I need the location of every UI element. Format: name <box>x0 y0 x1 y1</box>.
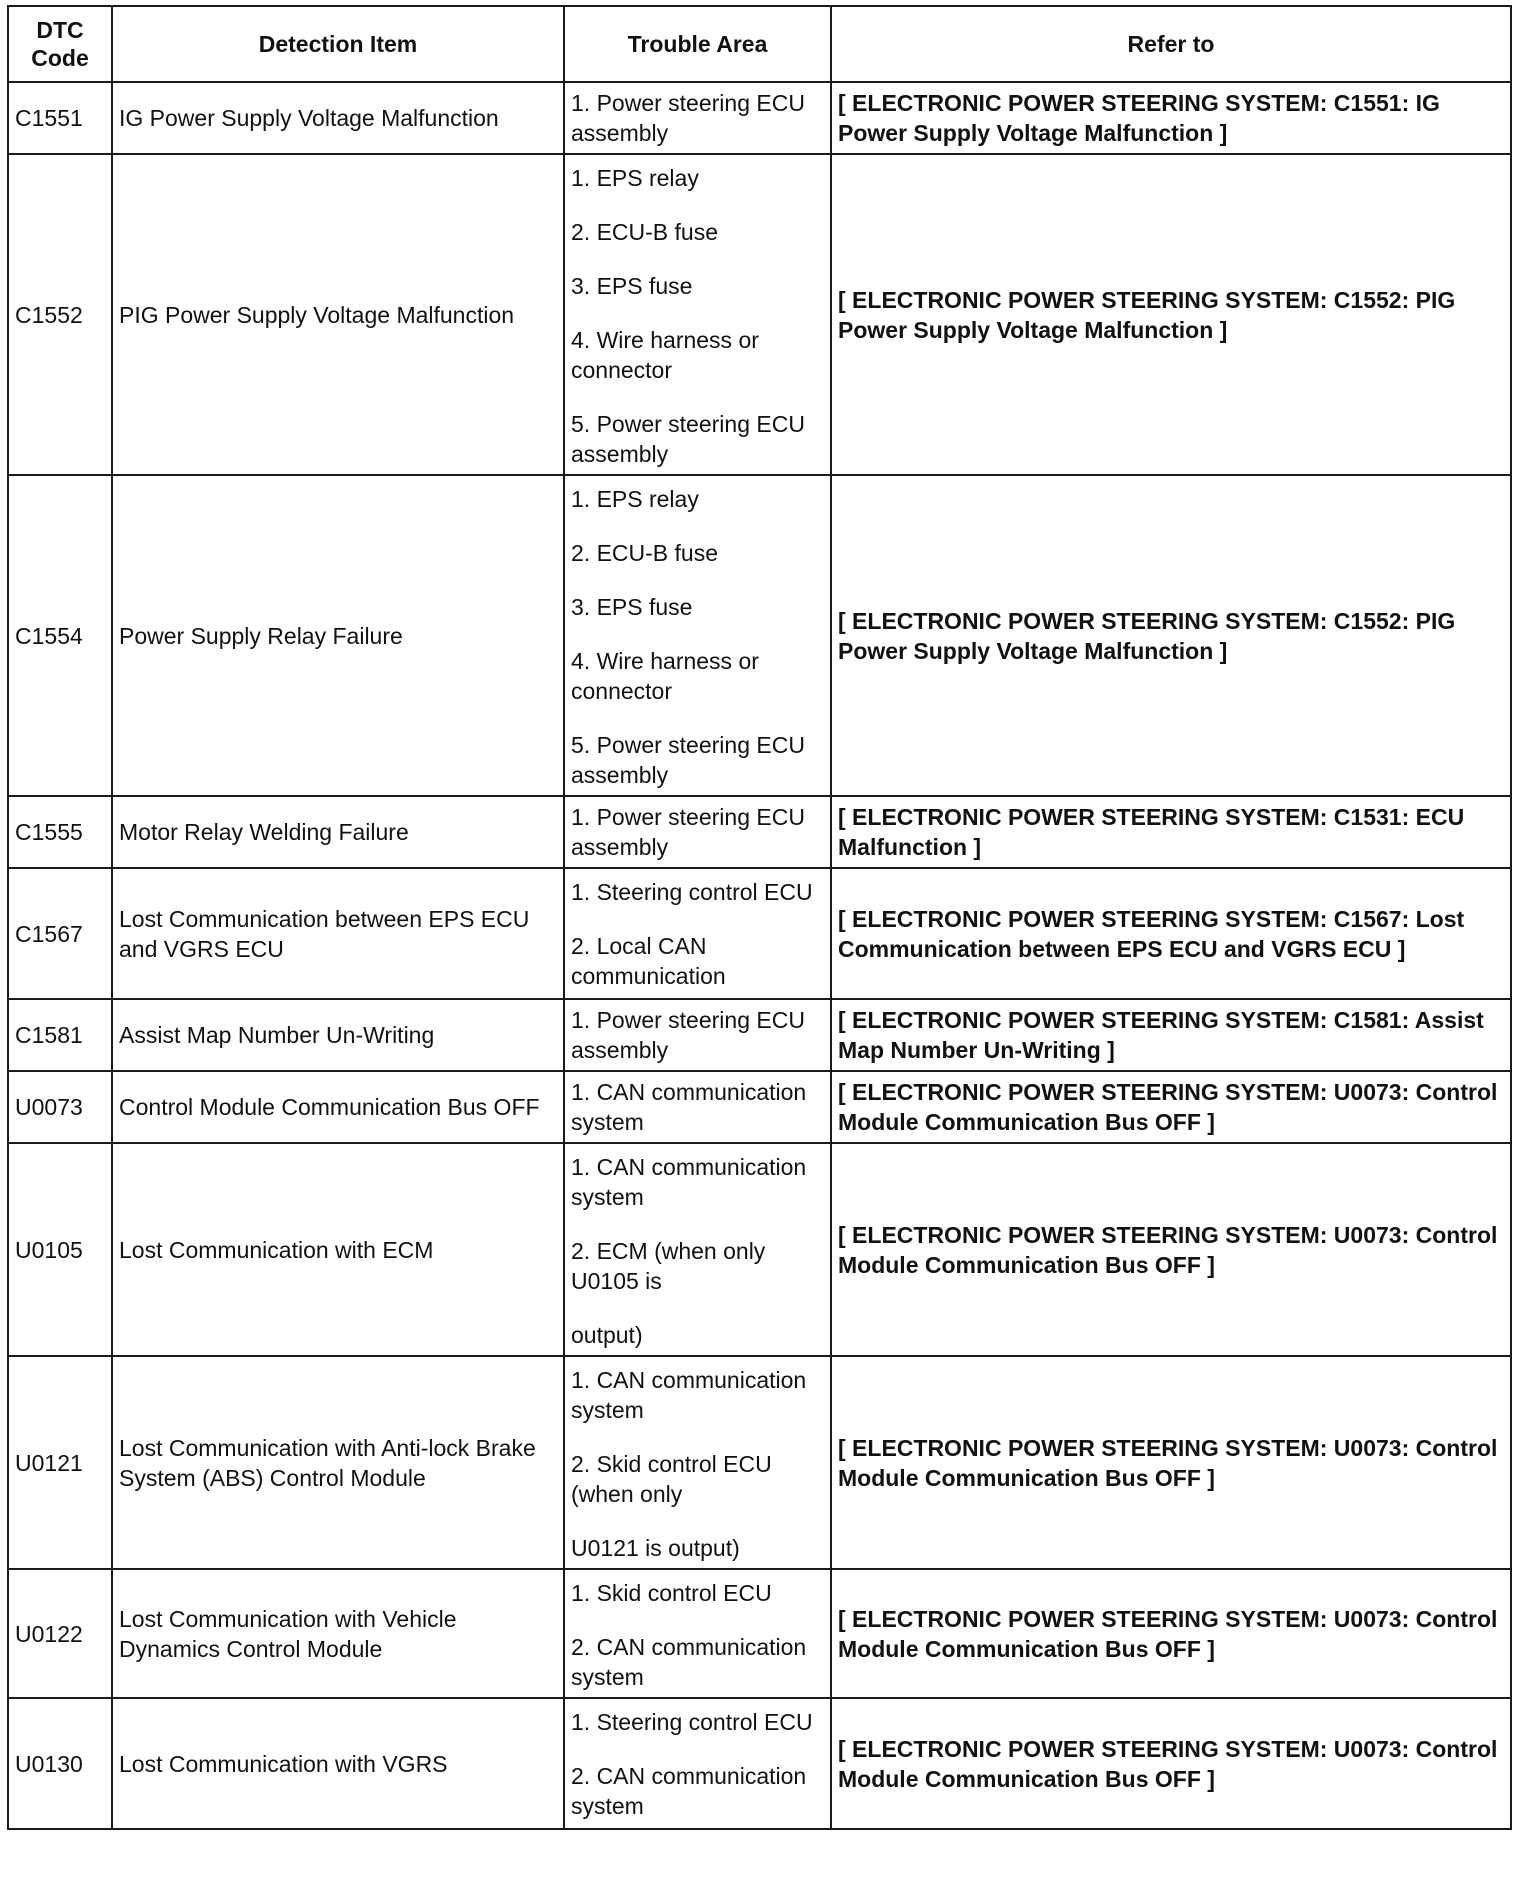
trouble-area-cell <box>564 868 831 999</box>
column-header-dtc-code: DTC Code <box>8 6 112 82</box>
trouble-area-item: 1. Power steering ECU assembly <box>571 1007 805 1063</box>
refer-to-link[interactable]: [ ELECTRONIC POWER STEERING SYSTEM: U0073: Control Module Communication Bus OFF ] <box>831 1071 1511 1143</box>
refer-to-link[interactable]: [ ELECTRONIC POWER STEERING SYSTEM: C1581: Assist Map Number Un-Writing ] <box>831 999 1511 1071</box>
refer-to-link[interactable]: [ ELECTRONIC POWER STEERING SYSTEM: C1531: ECU Malfunction ] <box>831 796 1511 868</box>
trouble-area-cell <box>564 1356 831 1569</box>
trouble-area-item: 2. Skid control ECU (when only <box>571 1451 772 1507</box>
dtc-code-cell: C1555 <box>8 796 112 868</box>
trouble-area-item: 1. CAN communication system <box>571 1079 807 1135</box>
trouble-area-cell <box>564 1071 831 1143</box>
table-row <box>8 154 1511 475</box>
refer-to-link[interactable]: [ ELECTRONIC POWER STEERING SYSTEM: U0073: Control Module Communication Bus OFF ] <box>831 1356 1511 1569</box>
table-row <box>8 82 1511 154</box>
dtc-code-cell: C1567 <box>8 868 112 999</box>
trouble-area-cell <box>564 1143 831 1356</box>
trouble-area-item: 2. ECU-B fuse <box>571 219 718 245</box>
dtc-code-cell: U0073 <box>8 1071 112 1143</box>
detection-item-cell: Control Module Communication Bus OFF <box>112 1071 564 1143</box>
refer-to-link[interactable]: [ ELECTRONIC POWER STEERING SYSTEM: U0073: Control Module Communication Bus OFF ] <box>831 1569 1511 1698</box>
trouble-area-cell <box>564 1698 831 1829</box>
detection-item-cell: Motor Relay Welding Failure <box>112 796 564 868</box>
dtc-code-cell: U0121 <box>8 1356 112 1569</box>
trouble-area-item: 5. Power steering ECU assembly <box>571 411 805 467</box>
table-row <box>8 1698 1511 1829</box>
trouble-area-item: 1. Steering control ECU <box>571 879 813 905</box>
refer-to-link[interactable]: [ ELECTRONIC POWER STEERING SYSTEM: C1551: IG Power Supply Voltage Malfunction ] <box>831 82 1511 154</box>
trouble-area-item: 1. Skid control ECU <box>571 1580 772 1606</box>
table-header-row <box>8 6 1511 82</box>
detection-item-cell: Power Supply Relay Failure <box>112 475 564 796</box>
detection-item-cell: Lost Communication with Vehicle Dynamics Control Module <box>112 1569 564 1698</box>
table-row <box>8 1143 1511 1356</box>
column-header-refer-to: Refer to <box>831 6 1511 82</box>
trouble-area-cell <box>564 796 831 868</box>
trouble-area-item: 1. Steering control ECU <box>571 1709 813 1735</box>
detection-item-cell: PIG Power Supply Voltage Malfunction <box>112 154 564 475</box>
trouble-area-item: 4. Wire harness or connector <box>571 327 759 383</box>
detection-item-cell: Lost Communication with Anti-lock Brake System (ABS) Control Module <box>112 1356 564 1569</box>
refer-to-link[interactable]: [ ELECTRONIC POWER STEERING SYSTEM: C1567: Lost Communication between EPS ECU and VGRS ECU ] <box>831 868 1511 999</box>
detection-item-cell: Lost Communication with ECM <box>112 1143 564 1356</box>
detection-item-cell: Assist Map Number Un-Writing <box>112 999 564 1071</box>
table-row <box>8 999 1511 1071</box>
table-row <box>8 796 1511 868</box>
detection-item-cell: IG Power Supply Voltage Malfunction <box>112 82 564 154</box>
trouble-area-item: 4. Wire harness or connector <box>571 648 759 704</box>
trouble-area-item: 1. CAN communication system <box>571 1154 807 1210</box>
trouble-area-item: 1. EPS relay <box>571 165 699 191</box>
detection-item-cell: Lost Communication between EPS ECU and VGRS ECU <box>112 868 564 999</box>
trouble-area-cell <box>564 999 831 1071</box>
dtc-code-cell: U0122 <box>8 1569 112 1698</box>
table-row <box>8 1569 1511 1698</box>
table-row <box>8 868 1511 999</box>
trouble-area-item: 5. Power steering ECU assembly <box>571 732 805 788</box>
column-header-detection-item: Detection Item <box>112 6 564 82</box>
trouble-area-cell <box>564 82 831 154</box>
dtc-code-cell: C1554 <box>8 475 112 796</box>
dtc-table <box>7 5 1512 1830</box>
table-row <box>8 475 1511 796</box>
table-body <box>8 82 1511 1829</box>
dtc-code-cell: C1581 <box>8 999 112 1071</box>
table-row <box>8 1356 1511 1569</box>
trouble-area-item: 1. Power steering ECU assembly <box>571 90 805 146</box>
dtc-code-cell: C1551 <box>8 82 112 154</box>
trouble-area-item: 3. EPS fuse <box>571 594 693 620</box>
detection-item-cell: Lost Communication with VGRS <box>112 1698 564 1829</box>
table-row <box>8 1071 1511 1143</box>
refer-to-link[interactable]: [ ELECTRONIC POWER STEERING SYSTEM: U0073: Control Module Communication Bus OFF ] <box>831 1698 1511 1829</box>
trouble-area-item: U0121 is output) <box>571 1535 740 1561</box>
trouble-area-item: 1. CAN communication system <box>571 1367 807 1423</box>
refer-to-link[interactable]: [ ELECTRONIC POWER STEERING SYSTEM: C1552: PIG Power Supply Voltage Malfunction ] <box>831 475 1511 796</box>
refer-to-link[interactable]: [ ELECTRONIC POWER STEERING SYSTEM: C1552: PIG Power Supply Voltage Malfunction ] <box>831 154 1511 475</box>
trouble-area-item: 2. CAN communication system <box>571 1763 807 1819</box>
dtc-code-cell: U0105 <box>8 1143 112 1356</box>
column-header-trouble-area: Trouble Area <box>564 6 831 82</box>
refer-to-link[interactable]: [ ELECTRONIC POWER STEERING SYSTEM: U0073: Control Module Communication Bus OFF ] <box>831 1143 1511 1356</box>
trouble-area-item: 3. EPS fuse <box>571 273 693 299</box>
trouble-area-item: 2. Local CAN communication <box>571 933 726 989</box>
trouble-area-item: 2. CAN communication system <box>571 1634 807 1690</box>
trouble-area-item: 1. Power steering ECU assembly <box>571 804 805 860</box>
dtc-code-cell: U0130 <box>8 1698 112 1829</box>
trouble-area-cell <box>564 154 831 475</box>
trouble-area-item: 1. EPS relay <box>571 486 699 512</box>
trouble-area-cell <box>564 1569 831 1698</box>
trouble-area-item: 2. ECM (when only U0105 is <box>571 1238 766 1294</box>
trouble-area-cell <box>564 475 831 796</box>
trouble-area-item: output) <box>571 1322 643 1348</box>
trouble-area-item: 2. ECU-B fuse <box>571 540 718 566</box>
dtc-code-cell: C1552 <box>8 154 112 475</box>
